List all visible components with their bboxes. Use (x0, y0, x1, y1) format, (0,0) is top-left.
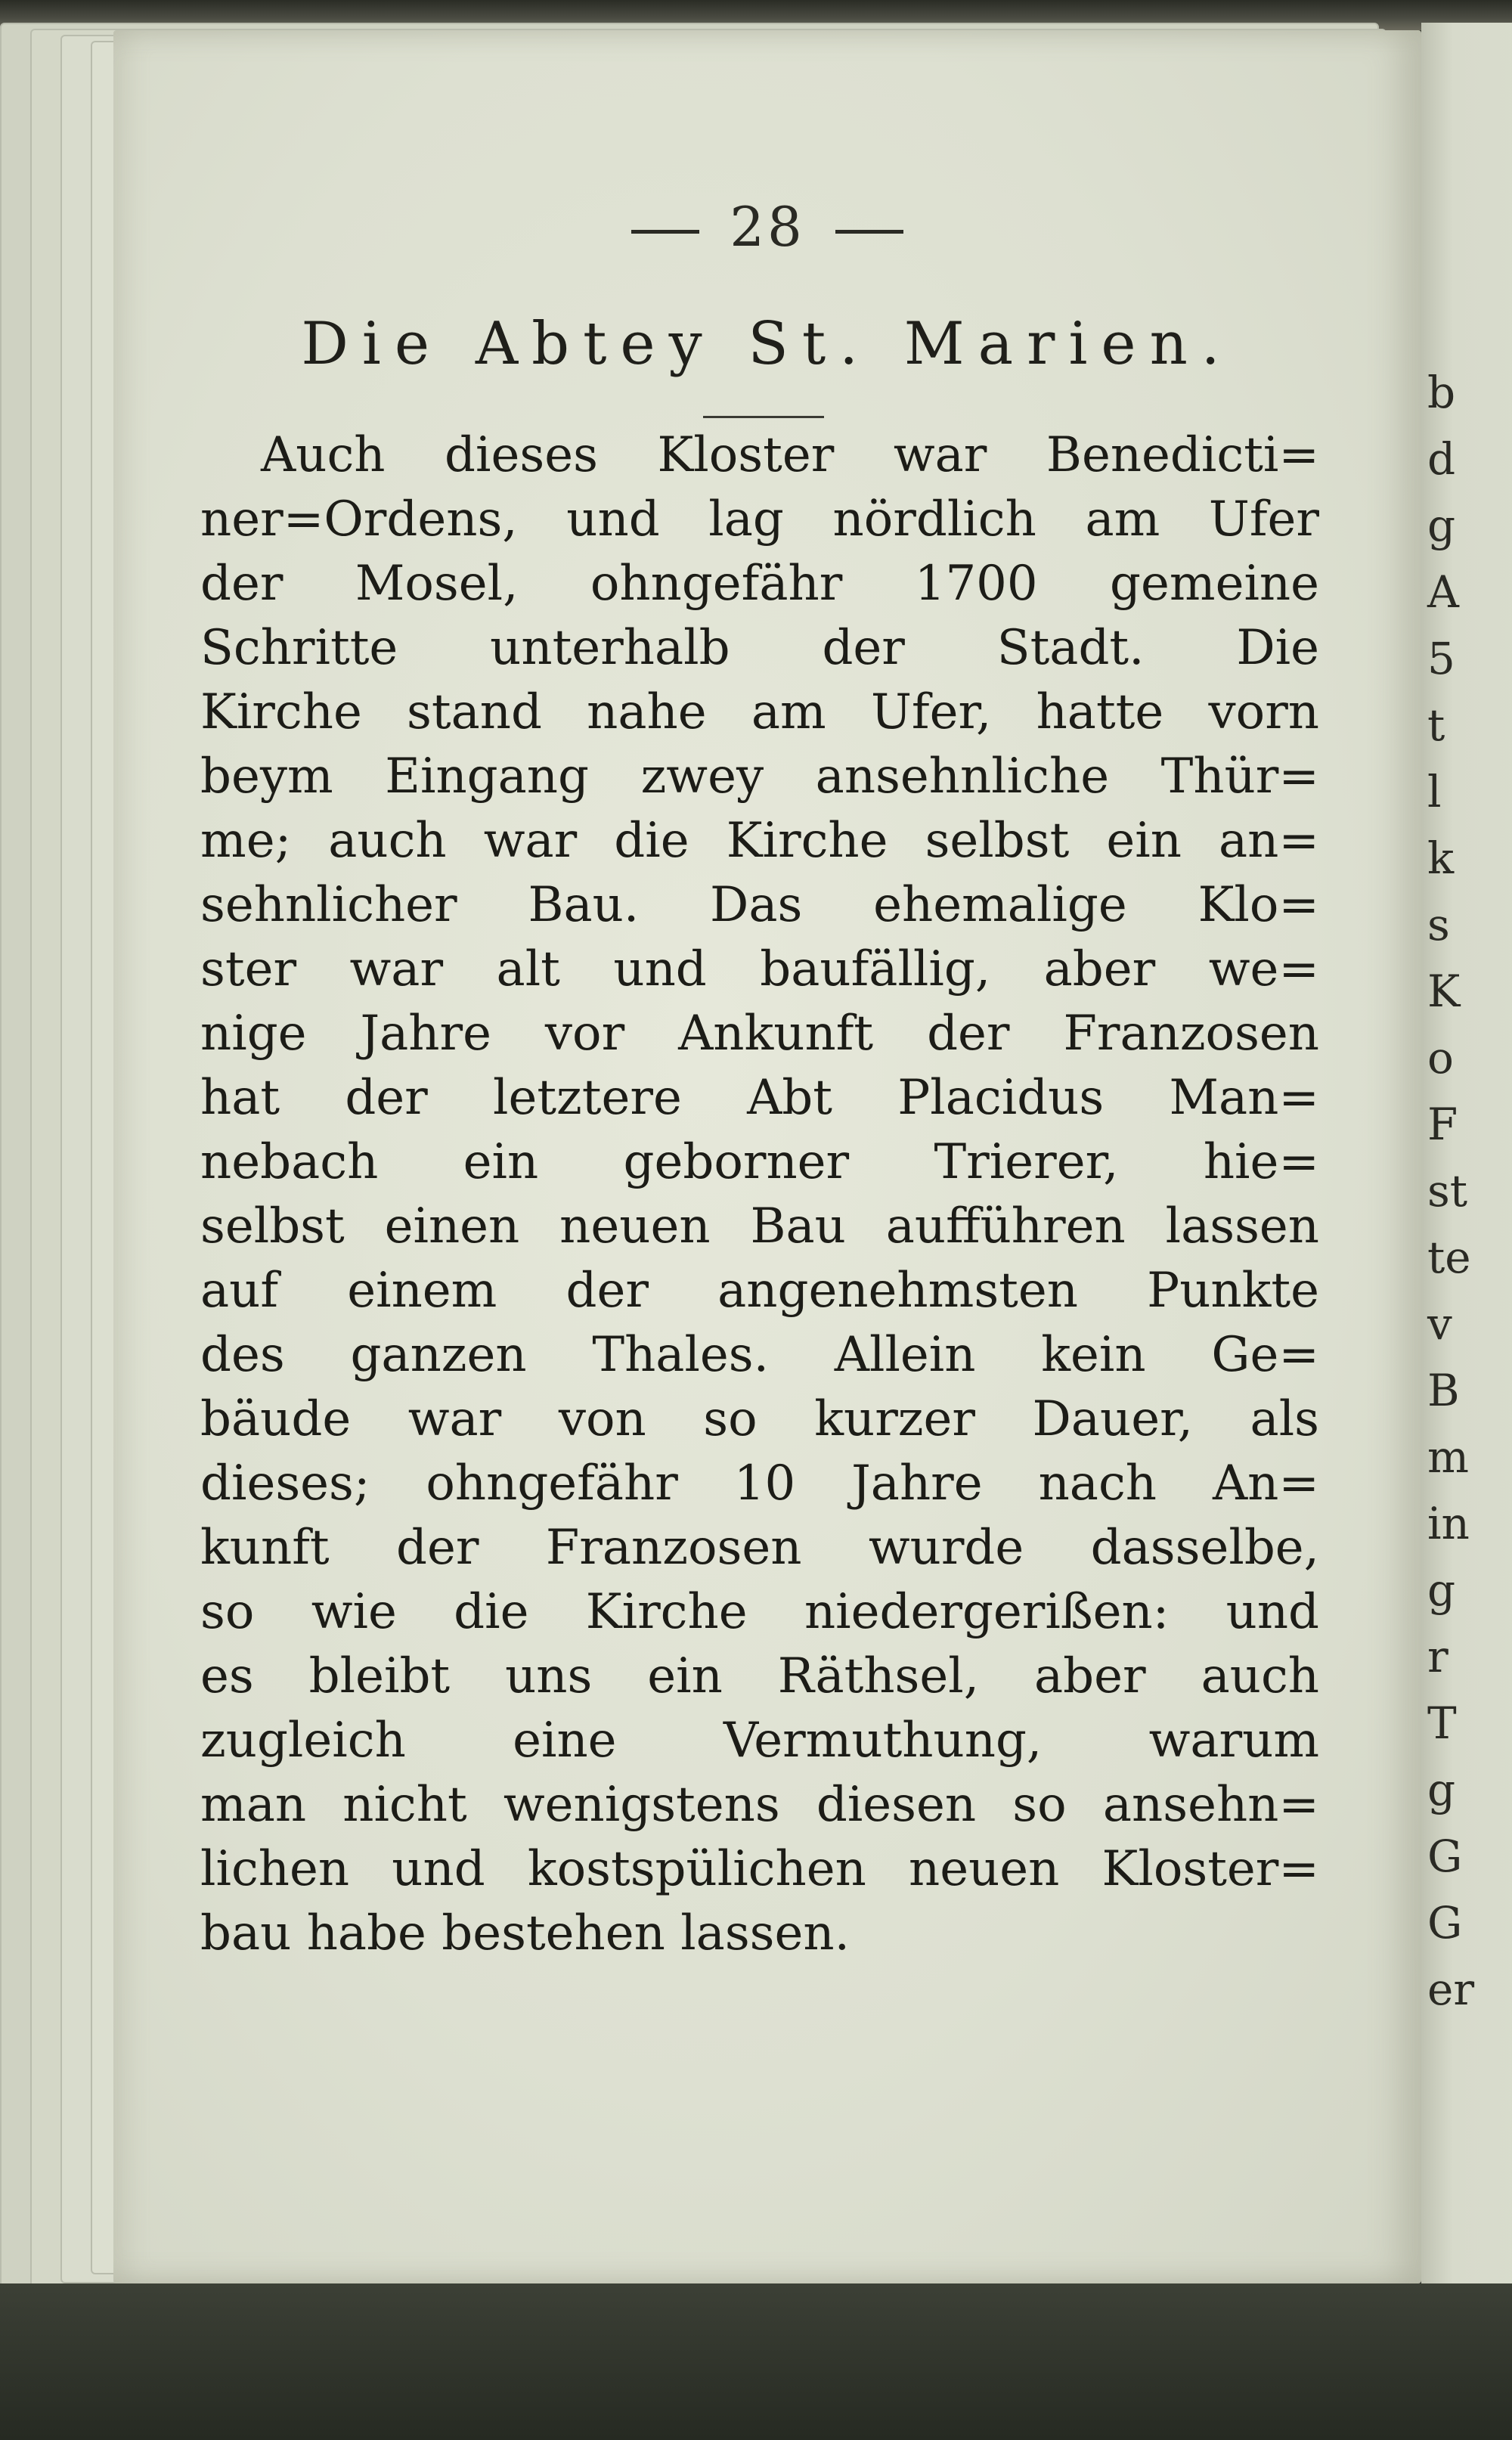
facing-page-fragment: G (1427, 1897, 1463, 1949)
text-line: me; auch war die Kirche selbst ein an= (200, 813, 1319, 869)
text-line: Schritte unterhalb der Stadt. Die (200, 620, 1319, 676)
page-number: 28 (113, 195, 1421, 259)
text-line: des ganzen Thales. Allein kein Ge= (200, 1327, 1319, 1383)
facing-page-fragment: 5 (1427, 633, 1455, 684)
text-line: kunft der Franzosen wurde dasselbe, (200, 1520, 1319, 1576)
facing-page-fragment: m (1427, 1431, 1469, 1483)
text-line: man nicht wenigstens diesen so ansehn= (200, 1777, 1319, 1833)
facing-page-fragment: A (1427, 566, 1459, 618)
dash (631, 230, 699, 234)
facing-page-fragment: g (1427, 1764, 1456, 1815)
text-line: ner=Ordens, und lag nördlich am Ufer (200, 491, 1319, 547)
facing-page-fragment: b (1427, 367, 1456, 418)
text-line: nebach ein geborner Trierer, hie= (200, 1134, 1319, 1190)
text-line: nige Jahre vor Ankunft der Franzosen (200, 1006, 1319, 1062)
facing-page-edge (1421, 23, 1512, 2299)
facing-page-fragment: s (1427, 899, 1450, 950)
facing-page-fragment: B (1427, 1365, 1460, 1416)
text-line: bau habe bestehen lassen. (200, 1905, 850, 1961)
facing-page-fragment: st (1427, 1165, 1468, 1217)
facing-page-fragment: F (1427, 1099, 1458, 1150)
facing-page-fragment: K (1427, 966, 1461, 1017)
facing-page-fragment: er (1427, 1964, 1475, 2015)
facing-page-fragment: in (1427, 1498, 1470, 1549)
text-line: sehnlicher Bau. Das ehemalige Klo= (200, 877, 1319, 933)
text-line: selbst einen neuen Bau aufführen lassen (200, 1198, 1319, 1254)
text-line: der Mosel, ohngefähr 1700 gemeine (200, 556, 1319, 612)
dash (835, 230, 903, 234)
text-line: lichen und kostspülichen neuen Kloster= (200, 1841, 1319, 1897)
text-line: so wie die Kirche niedergerißen: und (200, 1584, 1319, 1640)
text-line: dieses; ohngefähr 10 Jahre nach An= (200, 1456, 1319, 1511)
background-shadow (0, 2283, 1512, 2440)
facing-page-fragment: k (1427, 832, 1455, 884)
facing-page-fragment: r (1427, 1631, 1448, 1682)
text-line: Kirche stand nahe am Ufer, hatte vorn (200, 684, 1319, 740)
facing-page-fragment: G (1427, 1831, 1463, 1882)
text-line: hat der letztere Abt Placidus Man= (200, 1070, 1319, 1126)
facing-page-fragment: g (1427, 1564, 1456, 1616)
facing-page-fragment: t (1427, 699, 1445, 751)
heading-rule (703, 416, 824, 418)
facing-page-fragment: g (1427, 500, 1456, 551)
text-line: ster war alt und baufällig, aber we= (200, 941, 1319, 997)
facing-page-fragment: l (1427, 766, 1442, 817)
facing-page-fragment: v (1427, 1298, 1452, 1350)
section-heading: Die Abtey St. Marien. (301, 310, 1234, 378)
text-line: auf einem der angenehmsten Punkte (200, 1263, 1319, 1319)
facing-page-fragment: d (1427, 433, 1456, 485)
text-line: beym Eingang zwey ansehnliche Thür= (200, 749, 1319, 805)
text-line: zugleich eine Vermuthung, warum (200, 1713, 1319, 1769)
facing-page-fragment: te (1427, 1232, 1471, 1283)
text-line: es bleibt uns ein Räthsel, aber auch (200, 1648, 1319, 1704)
text-line: bäude war von so kurzer Dauer, als (200, 1391, 1319, 1447)
body-paragraph (200, 423, 1319, 1966)
facing-page-fragment: T (1427, 1697, 1457, 1749)
facing-page-fragment: o (1427, 1032, 1454, 1084)
text-line: Auch dieses Kloster war Benedicti= (261, 427, 1319, 483)
